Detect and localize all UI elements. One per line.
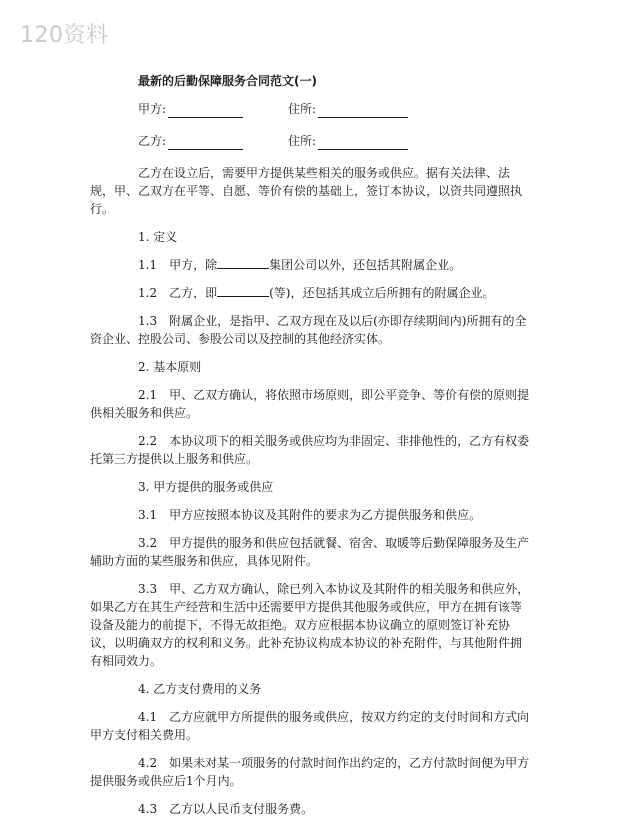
clause-1-1-post: 集团公司以外，还包括其附属企业。 [269, 258, 462, 272]
intro-paragraph: 乙方在设立后，需要甲方提供某些相关的服务或供应。据有关法律、法规，甲、乙双方在平等、自愿、等价有偿的基础上，签订本协议，以资共同遵照执行。 [90, 166, 523, 216]
party-b-address-field[interactable] [318, 137, 408, 150]
clause-1-3: 1.3 附属企业，是指甲、乙双方现在及以后(亦即存续期间内)所拥有的全资企业、控股公司、参股公司以及控制的其他经济实体。 [90, 314, 527, 346]
party-a-label: 甲方: [138, 102, 167, 116]
section-3-heading: 3. 甲方提供的服务或供应 [138, 480, 274, 494]
section-2-heading: 2. 基本原则 [138, 360, 202, 374]
clause-1-1-blank[interactable] [217, 256, 269, 269]
party-b-address-block [288, 132, 408, 150]
watermark: 120资料 [20, 23, 109, 48]
clause-4-1: 4.1 乙方应就甲方所提供的服务或供应，按双方约定的支付时间和方式向甲方支付相关费用。 [90, 710, 530, 742]
clause-1-2-post: (等)，还包括其成立后所拥有的附属企业。 [269, 286, 495, 300]
party-a-row [138, 100, 530, 118]
party-a-address-block [288, 100, 408, 118]
section-1-heading: 1. 定义 [138, 230, 178, 244]
clause-4-3: 4.3 乙方以人民币支付服务费。 [138, 802, 314, 816]
clause-2-2: 2.2 本协议项下的相关服务或供应均为非固定、非排他性的，乙方有权委托第三方提供以上服务和供应。 [90, 434, 530, 466]
party-b-address-label: 住所: [288, 134, 317, 148]
section-4-heading: 4. 乙方支付费用的义务 [138, 682, 262, 696]
clause-3-3: 3.3 甲、乙方双方确认，除已列入本协议及其附件的相关服务和供应外，如果乙方在其生产经营和生活中还需要甲方提供其他服务或供应，甲方在拥有该等设备及能力的前提下，不得无故拒绝。双方应根据本协议确立的原则签订补充协议，以明确双方的权利和义务。此补充协议构成本协议的补充附件，与其他附件拥有相同效力。 [90, 582, 530, 668]
clause-1-1-pre: 1.1 甲方，除 [138, 258, 218, 272]
clause-3-1: 3.1 甲方应按照本协议及其附件的要求为乙方提供服务和供应。 [138, 508, 482, 522]
clause-4-2: 4.2 如果未对某一项服务的付款时间作出约定的，乙方付款时间便为甲方提供服务或供应后1个月内。 [90, 756, 530, 788]
clause-3-2: 3.2 甲方提供的服务和供应包括就餐、宿舍、取暖等后勤保障服务及生产辅助方面的某些服务和供应，具体见附件。 [90, 536, 530, 568]
clause-1-2 [90, 284, 530, 302]
page-title: 最新的后勤保障服务合同范文(一) [138, 74, 317, 88]
clause-1-1 [90, 256, 530, 274]
party-a-address-field[interactable] [318, 105, 408, 118]
contract-document [90, 72, 530, 828]
party-b-label: 乙方: [138, 134, 167, 148]
party-b-row [138, 132, 530, 150]
party-a-name-field[interactable] [168, 105, 243, 118]
party-b-name-field[interactable] [168, 137, 243, 150]
clause-2-1: 2.1 甲、乙双方确认，将依照市场原则，即公平竞争、等价有偿的原则提供相关服务和供应。 [90, 388, 530, 420]
clause-1-2-blank[interactable] [217, 284, 269, 297]
party-a-address-label: 住所: [288, 102, 317, 116]
clause-1-2-pre: 1.2 乙方，即 [138, 286, 218, 300]
party-a-block [138, 100, 288, 118]
party-b-block [138, 132, 288, 150]
